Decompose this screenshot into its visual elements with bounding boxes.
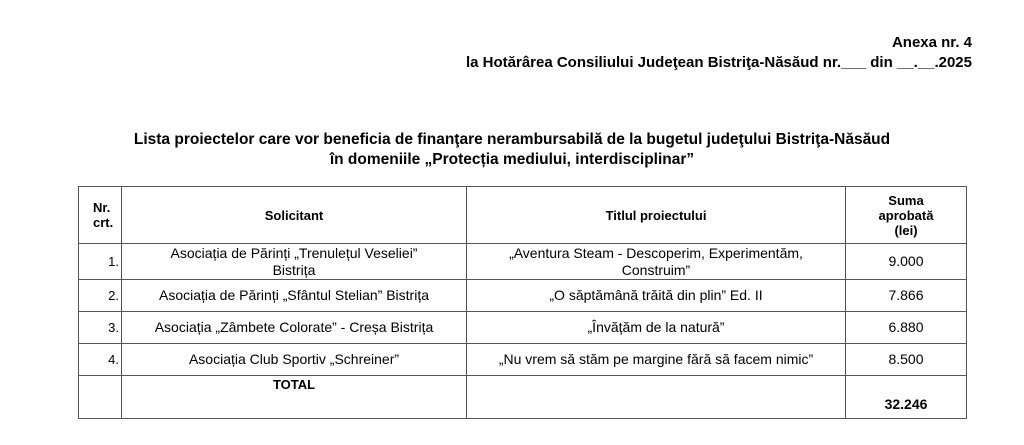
table-row [79, 344, 967, 376]
header-suma-aprobata [846, 187, 967, 244]
row-suma: 8.500 [846, 344, 967, 376]
total-row [79, 376, 967, 419]
row-titlu [467, 244, 846, 280]
header-suma-line-1: Suma [888, 192, 924, 208]
row-titlu-line-2: Construim” [621, 261, 691, 278]
header-suma-line-3: (lei) [894, 222, 918, 238]
row-solicitant: Asociația de Părinți „Sfântul Stelian” Bistrița [122, 280, 467, 312]
annex-number: Anexa nr. 4 [891, 34, 972, 51]
table-header-row [79, 187, 967, 244]
table-row [79, 312, 967, 344]
header-nr-line-2: crt. [93, 215, 114, 230]
row-suma: 6.880 [846, 312, 967, 344]
row-titlu: „O săptămână trăită din plin” Ed. II [467, 280, 846, 312]
row-titlu-line-1: „Aventura Steam - Descoperim, Experimentăm, [509, 244, 803, 261]
row-number: 1. [79, 244, 122, 280]
header-suma-line-2: aprobată [878, 207, 934, 223]
annex-header [466, 33, 972, 73]
row-solicitant-line-2: Bistrița [272, 261, 316, 278]
header-nr-line-1: Nr. [93, 200, 111, 215]
header-titlul-proiectului: Titlul proiectului [467, 187, 846, 244]
total-label: TOTAL [122, 376, 467, 419]
row-suma: 7.866 [846, 280, 967, 312]
table-row [79, 280, 967, 312]
row-titlu: „Învățăm de la natură” [467, 312, 846, 344]
row-number: 3. [79, 312, 122, 344]
row-number: 4. [79, 344, 122, 376]
total-value: 32.246 [846, 376, 967, 419]
row-suma: 9.000 [846, 244, 967, 280]
projects-table [78, 186, 967, 419]
row-solicitant: Asociația Club Sportiv „Schreiner” [122, 344, 467, 376]
annex-decision-reference: la Hotărârea Consiliului Judeţean Bistriţa-Năsăud nr.___ din __.__.2025 [465, 54, 972, 71]
document-title-line-2: în domeniile „Protecția mediului, interdisciplinar” [329, 151, 695, 168]
header-solicitant: Solicitant [122, 187, 467, 244]
document-title-line-1: Lista proiectelor care vor beneficia de finanţare nerambursabilă de la bugetul judeţului Bistriţa-Năsăud [133, 131, 891, 148]
total-empty-cell [79, 376, 122, 419]
row-solicitant-line-1: Asociația de Părinți „Trenulețul Veseliei” [170, 244, 418, 261]
header-nr-crt [79, 187, 122, 244]
document-title [0, 130, 1024, 170]
row-solicitant: Asociația „Zâmbete Colorate” - Creșa Bistrița [122, 312, 467, 344]
row-solicitant [122, 244, 467, 280]
row-number: 2. [79, 280, 122, 312]
table-row [79, 244, 967, 280]
total-titlu-empty-cell [467, 376, 846, 419]
row-titlu: „Nu vrem să stăm pe margine fără să facem nimic” [467, 344, 846, 376]
